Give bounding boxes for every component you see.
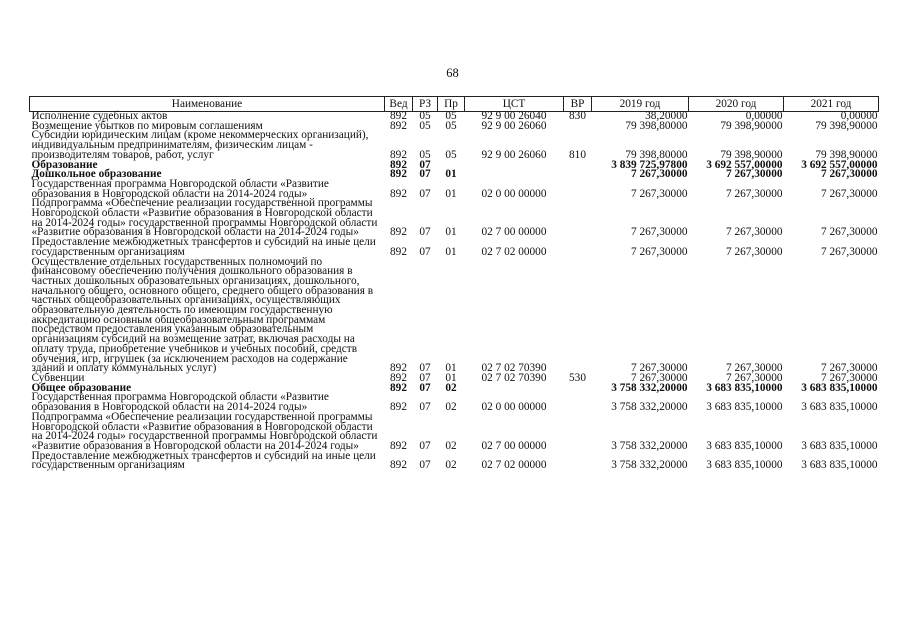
header-pr: Пр (438, 97, 465, 112)
row-2021: 7 267,30000 (821, 362, 878, 375)
row-2019: 3 758 332,20000 (611, 459, 688, 472)
row-2020: 3 683 835,10000 (706, 439, 783, 452)
row-ved: 892 (390, 226, 407, 239)
row-2019: 38,20000 (645, 110, 688, 122)
row-rz: 07 (419, 381, 431, 394)
row-pr: 01 (445, 245, 457, 258)
row-rz: 05 (419, 148, 431, 161)
row-2021: 79 398,90000 (815, 148, 878, 161)
row-ved: 892 (390, 245, 407, 258)
row-pr: 02 (445, 381, 457, 394)
row-2019: 7 267,30000 (631, 226, 688, 239)
header-ved: Вед (385, 97, 413, 112)
row-rz: 05 (419, 119, 431, 132)
row-2020: 79 398,90000 (720, 119, 783, 132)
row-ved: 892 (390, 401, 407, 414)
row-vr: 810 (569, 148, 586, 161)
row-cst (465, 170, 564, 180)
row-pr: 02 (445, 439, 457, 452)
row-pr: 05 (445, 119, 457, 132)
row-vr (564, 384, 592, 394)
row-vr (564, 452, 592, 471)
row-vr: 530 (569, 371, 586, 384)
row-2021: 7 267,30000 (821, 371, 878, 384)
table-row (30, 131, 879, 160)
row-2020: 79 398,90000 (720, 148, 783, 161)
table-row (30, 238, 879, 257)
row-rz: 07 (419, 459, 431, 472)
row-name: Дошкольное образование (31, 168, 162, 181)
table-row (30, 393, 879, 412)
row-pr: 01 (445, 187, 457, 200)
row-2021: 79 398,90000 (815, 119, 878, 132)
row-2021: 3 683 835,10000 (801, 401, 878, 414)
row-vr (564, 180, 592, 199)
row-cst: 92 9 00 26040 (481, 110, 547, 122)
row-vr (564, 170, 592, 180)
row-2021: 3 683 835,10000 (801, 459, 878, 472)
row-ved: 892 (390, 371, 407, 384)
row-rz: 07 (419, 226, 431, 239)
row-pr: 01 (445, 226, 457, 239)
row-pr: 01 (445, 362, 457, 375)
row-ved: 892 (390, 119, 407, 132)
row-cst: 02 7 00 00000 (481, 439, 547, 452)
row-ved: 892 (390, 168, 407, 181)
header-vr: ВР (564, 97, 592, 112)
row-rz: 07 (419, 158, 431, 171)
row-rz: 07 (419, 245, 431, 258)
row-2020: 0,00000 (745, 110, 783, 122)
row-rz: 05 (419, 110, 431, 122)
row-2019: 3 758 332,20000 (611, 381, 688, 394)
row-name: Подпрограмма «Обеспечение реализации государственной программы Новгородской области «Развитие образования в Новгородской области на 2014-2024 годы» государственной программы Новгородской области «Развитие образования в Новгородской области на 2014-2024 годы» (31, 410, 378, 452)
table-row (30, 258, 879, 374)
row-ved: 892 (390, 381, 407, 394)
row-ved: 892 (390, 187, 407, 200)
budget-table (29, 96, 879, 471)
row-2019: 7 267,30000 (631, 168, 688, 181)
row-cst: 02 0 00 00000 (481, 187, 547, 200)
row-cst: 92 9 00 26060 (481, 119, 547, 132)
row-rz: 07 (419, 371, 431, 384)
row-cst: 02 7 02 00000 (481, 459, 547, 472)
row-name: Исполнение судебных актов (31, 110, 168, 122)
row-name: Подпрограмма «Обеспечение реализации государственной программы Новгородской области «Развитие образования в Новгородской области на 2014-2024 годы» государственной программы Новгородской области «Развитие образования в Новгородской области на 2014-2024 годы» (31, 197, 378, 239)
row-rz: 07 (419, 168, 431, 181)
row-name: Субсидии юридическим лицам (кроме некоммерческих организаций), индивидуальным предпринимателям, физическим лицам - производителям товаров, работ, услуг (31, 129, 369, 161)
row-2019: 3 758 332,20000 (611, 401, 688, 414)
row-2020: 3 692 557,00000 (706, 158, 783, 171)
row-2019: 3 839 725,97800 (611, 158, 688, 171)
row-pr: 02 (445, 459, 457, 472)
row-pr: 01 (445, 168, 457, 181)
row-2020: 3 683 835,10000 (706, 381, 783, 394)
row-2021: 3 692 557,00000 (801, 158, 878, 171)
row-2021: 7 267,30000 (821, 187, 878, 200)
row-2020: 7 267,30000 (726, 245, 783, 258)
row-2021: 0,00000 (840, 110, 878, 122)
row-ved: 892 (390, 362, 407, 375)
row-vr (564, 122, 592, 132)
row-name: Образование (31, 158, 98, 171)
row-2019: 7 267,30000 (631, 362, 688, 375)
row-cst: 02 7 02 00000 (481, 245, 547, 258)
header-cst: ЦСТ (465, 97, 564, 112)
table-row (30, 413, 879, 452)
row-ved: 892 (390, 110, 407, 122)
row-cst: 02 0 00 00000 (481, 401, 547, 414)
row-cst: 92 9 00 26060 (481, 148, 547, 161)
row-pr: 01 (445, 371, 457, 384)
row-2020: 7 267,30000 (726, 362, 783, 375)
row-name: Предоставление межбюджетных трансфертов и субсидий на иные цели государственным организациям (31, 236, 376, 258)
row-2020: 3 683 835,10000 (706, 401, 783, 414)
row-name: Осуществление отдельных государственных полномочий по финансовому обеспечению получения дошкольного образования в частных дошкольных образовательных организациях, дошкольного, начального общего, основного общего, среднего общего образования в частных общеобразовательных организациях, осуществляющих образовательную деятельность по имеющим государственную аккредитацию основным общеобразовательным программам посредством предоставления указанным образовательным организациям субсидий на возмещение затрат, включая расходы на оплату труда, приобретение учебников и учебных пособий, средств обучения, игр, игрушек (за исключением расходов на содержание зданий и оплату коммунальных услуг) (31, 255, 374, 375)
row-name: Государственная программа Новгородской области «Развитие образования в Новгородской области на 2014-2024 годы» (31, 391, 329, 414)
header-name: Наименование (30, 97, 385, 112)
row-vr: 830 (569, 110, 586, 122)
row-name: Возмещение убытков по мировым соглашениям (31, 119, 263, 132)
row-2019: 7 267,30000 (631, 245, 688, 258)
row-cst: 02 7 02 70390 (481, 362, 547, 375)
row-ved: 892 (390, 148, 407, 161)
row-2020: 7 267,30000 (726, 226, 783, 239)
row-vr (564, 199, 592, 238)
row-2021: 3 683 835,10000 (801, 381, 878, 394)
row-2019: 79 398,80000 (625, 148, 688, 161)
row-2020: 3 683 835,10000 (706, 459, 783, 472)
table-row (30, 199, 879, 238)
row-name: Государственная программа Новгородской области «Развитие образования в Новгородской области на 2014-2024 годы» (31, 177, 329, 200)
row-2020: 7 267,30000 (726, 371, 783, 384)
row-cst: 02 7 02 70390 (481, 371, 547, 384)
row-rz: 07 (419, 187, 431, 200)
row-pr: 02 (445, 401, 457, 414)
row-2019: 7 267,30000 (631, 371, 688, 384)
row-pr: 05 (445, 110, 457, 122)
header-2021: 2021 год (784, 97, 879, 112)
table-row (30, 452, 879, 471)
page-number: 68 (446, 66, 459, 80)
header-2020: 2020 год (689, 97, 784, 112)
row-rz: 07 (419, 401, 431, 414)
row-name: Общее образование (31, 381, 132, 394)
row-cst (465, 384, 564, 394)
row-2020: 7 267,30000 (726, 187, 783, 200)
row-2020: 7 267,30000 (726, 168, 783, 181)
row-name: Субвенции (31, 371, 85, 384)
row-2021: 7 267,30000 (821, 168, 878, 181)
row-ved: 892 (390, 439, 407, 452)
row-ved: 892 (390, 459, 407, 472)
row-ved: 892 (390, 158, 407, 171)
row-cst (465, 161, 564, 171)
row-2019: 7 267,30000 (631, 187, 688, 200)
header-rz: РЗ (413, 97, 438, 112)
row-rz: 07 (419, 439, 431, 452)
row-vr (564, 238, 592, 257)
row-vr (564, 161, 592, 171)
row-vr (564, 393, 592, 412)
row-rz: 07 (419, 362, 431, 375)
row-2021: 7 267,30000 (821, 226, 878, 239)
row-vr (564, 413, 592, 452)
row-cst: 02 7 00 00000 (481, 226, 547, 239)
row-2021: 3 683 835,10000 (801, 439, 878, 452)
row-pr: 05 (445, 148, 457, 161)
row-vr (564, 258, 592, 374)
row-2021: 7 267,30000 (821, 245, 878, 258)
row-name: Предоставление межбюджетных трансфертов и субсидий на иные цели государственным организациям (31, 449, 376, 472)
row-2019: 3 758 332,20000 (611, 439, 688, 452)
row-2019: 79 398,80000 (625, 119, 688, 132)
header-2019: 2019 год (592, 97, 689, 112)
